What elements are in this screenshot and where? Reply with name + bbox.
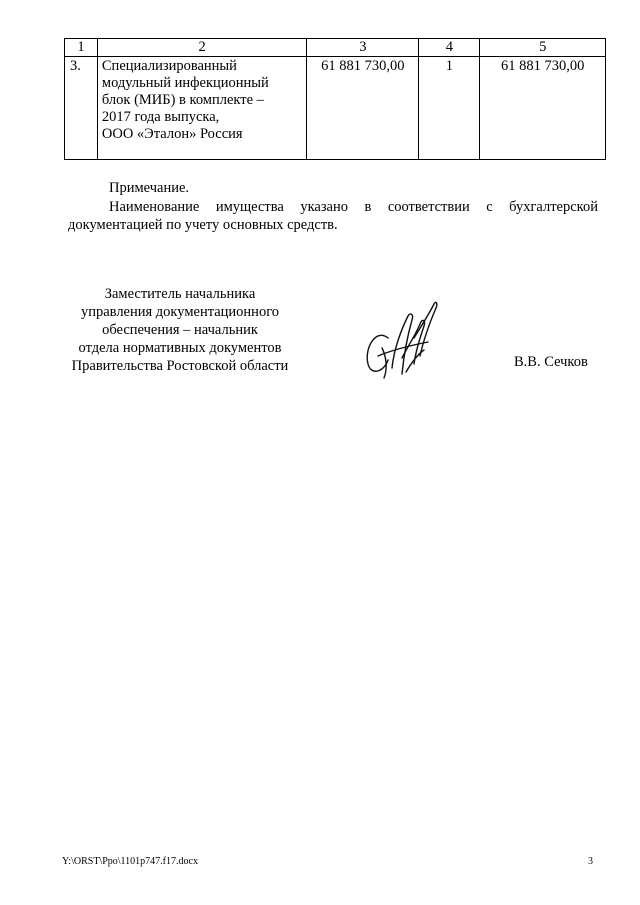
total-cost: 61 881 730,00 bbox=[480, 57, 606, 160]
note-text: Наименование имущества указано в соответствии с бухгалтерской документацией по учету основных средств. bbox=[68, 199, 598, 233]
table-row bbox=[65, 57, 606, 160]
table-header-row bbox=[65, 39, 606, 57]
signer-name: В.В. Сечков bbox=[514, 354, 588, 370]
row-number: 3. bbox=[65, 57, 98, 160]
unit-price: 61 881 730,00 bbox=[307, 57, 419, 160]
header-cell-2: 2 bbox=[97, 39, 307, 57]
note-title: Примечание. bbox=[109, 180, 190, 196]
quantity: 1 bbox=[419, 57, 480, 160]
property-name: Специализированный модульный инфекционный блок (МИБ) в комплекте – 2017 года выпуска, ООО «Эталон» Россия bbox=[97, 57, 307, 160]
page-number: 3 bbox=[588, 856, 593, 867]
footer-file-path: Y:\ORST\Ppo\1101p747.f17.docx bbox=[62, 856, 198, 867]
handwritten-signature bbox=[358, 298, 438, 382]
property-table bbox=[64, 38, 606, 160]
header-cell-4: 4 bbox=[419, 39, 480, 57]
header-cell-3: 3 bbox=[307, 39, 419, 57]
header-cell-5: 5 bbox=[480, 39, 606, 57]
header-cell-1: 1 bbox=[65, 39, 98, 57]
signer-position: Заместитель начальника управления документационного обеспечения – начальник отдела нормативных документов Правительства Ростовской области bbox=[71, 286, 289, 374]
